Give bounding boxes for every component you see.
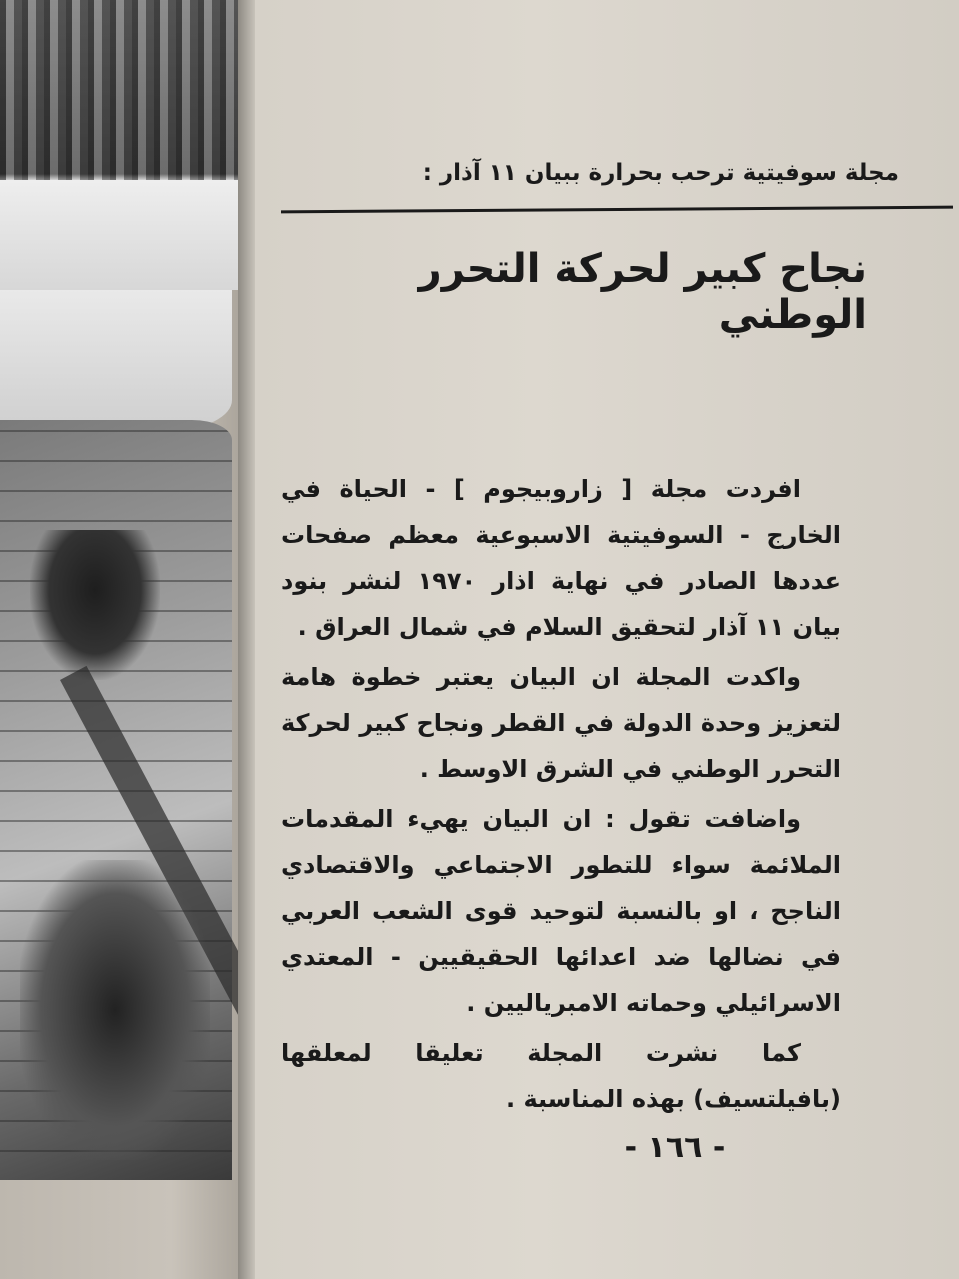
photo-white-band — [0, 180, 240, 290]
header-rule — [281, 206, 953, 214]
article-body — [281, 466, 841, 1126]
text-page — [255, 0, 959, 1279]
running-head: مجلة سوفيتية ترحب بحرارة ببيان ١١ آذار : — [422, 160, 899, 186]
photo-figures — [0, 420, 232, 1180]
page-number: - ١٦٦ - — [624, 1130, 726, 1165]
article-title: نجاح كبير لحركة التحرر الوطني — [418, 246, 867, 338]
photo-sky — [0, 290, 232, 430]
paragraph: واضافت تقول : ان البيان يهيء المقدمات الملائمة سواء للتطور الاجتماعي والاقتصادي الناجح ، او بالنسبة لتوحيد قوى الشعب العربي في نضالها ضد اعدائها الحقيقيين - المعتدي الاسرائيلي وحماته الامبرياليين . — [281, 805, 841, 1017]
facing-page — [0, 0, 245, 1279]
paragraph: افردت مجلة [ زاروبيجوم ] - الحياة في الخارج - السوفيتية الاسبوعية معظم صفحات عددها الصادر في نهاية اذار ١٩٧٠ لنشر بنود بيان ١١ آذار لتحقيق السلام في شمال العراق . — [281, 475, 841, 641]
photo-figure-bottom — [20, 860, 210, 1160]
photo-figure-top — [30, 530, 160, 680]
paragraph: كما نشرت المجلة تعليقا لمعلقها (بافيلتسيف) بهذه المناسبة . — [281, 1039, 841, 1113]
photo-crowd — [0, 0, 240, 290]
paragraph: واكدت المجلة ان البيان يعتبر خطوة هامة لتعزيز وحدة الدولة في القطر ونجاح كبير لحركة التحرر الوطني في الشرق الاوسط . — [281, 663, 841, 783]
